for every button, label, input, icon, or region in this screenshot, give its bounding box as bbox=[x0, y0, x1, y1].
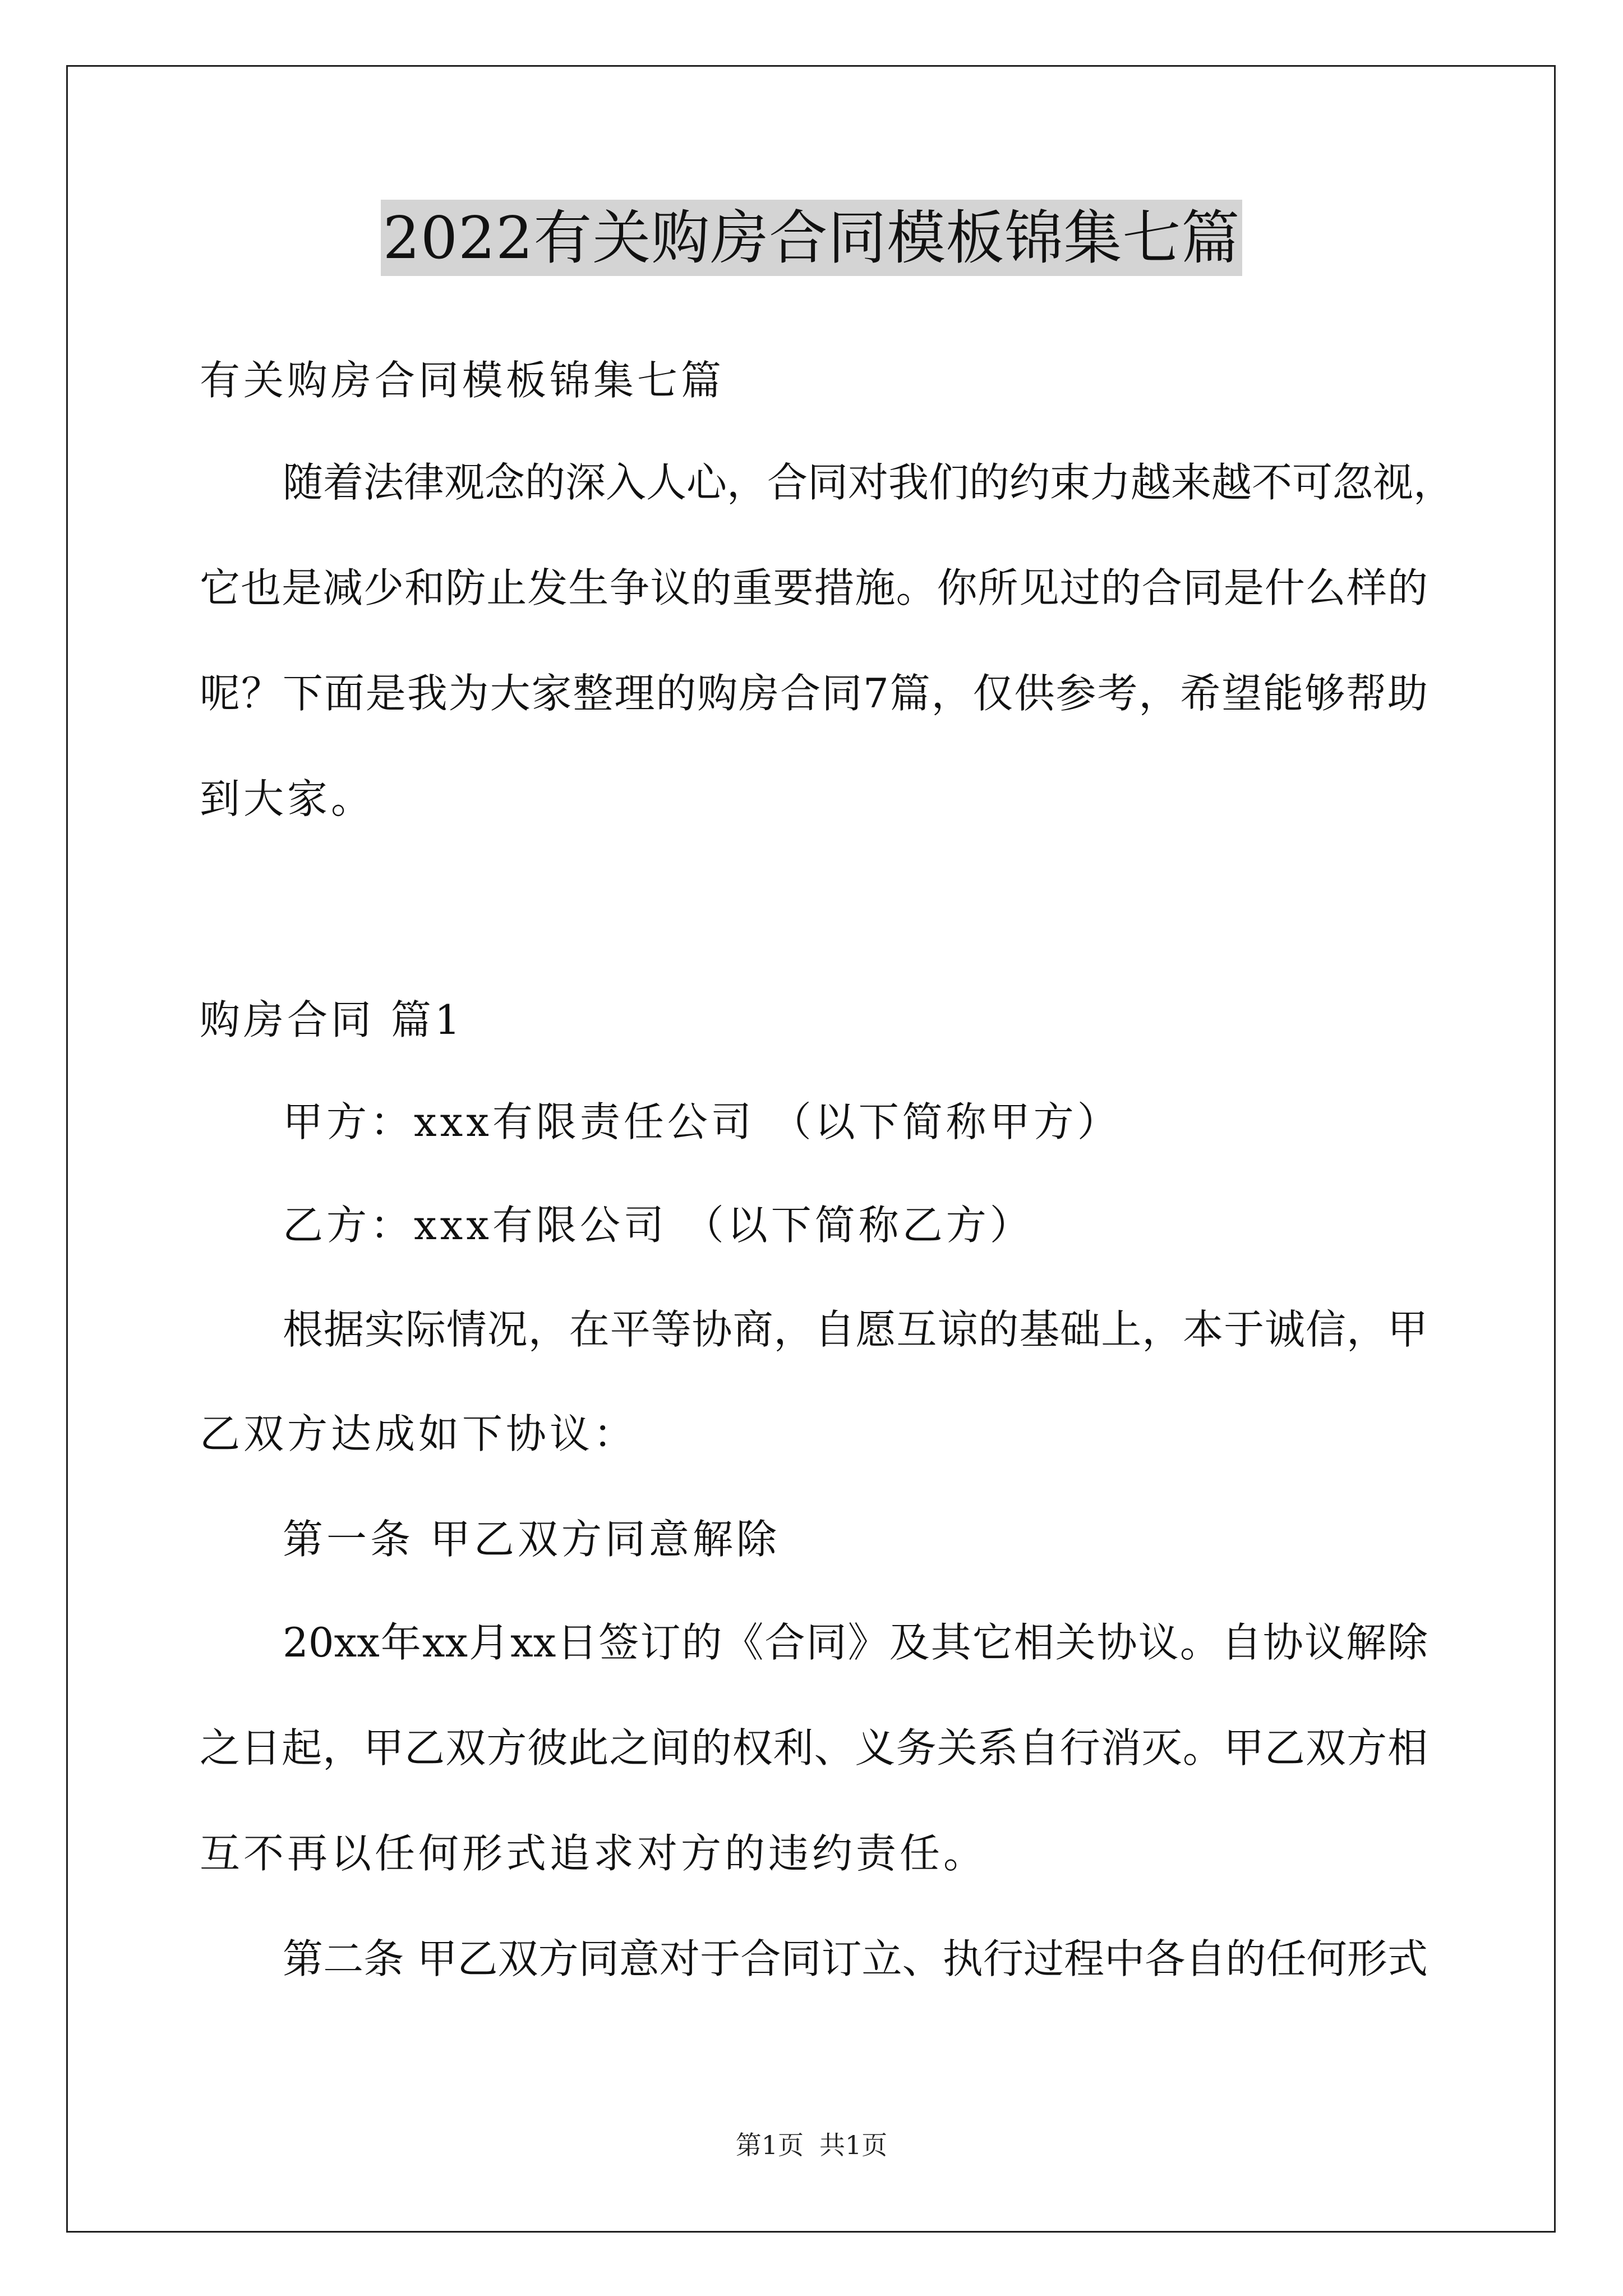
article2-line: 第二条 甲乙双方同意对于合同订立、执行过程中各自的任何形式 bbox=[283, 1935, 1428, 1982]
page-total: 共1页 bbox=[819, 2130, 888, 2160]
document-title: 2022有关购房合同模板锦集七篇 bbox=[381, 200, 1243, 276]
intro-line-2: 它也是减少和防止发生争议的重要措施。你所见过的合同是什么样的 bbox=[200, 564, 1428, 611]
intro-line-1: 随着法律观念的深入人心，合同对我们的约束力越来越不可忽视， bbox=[283, 459, 1454, 506]
article1-heading: 第一条 甲乙双方同意解除 bbox=[283, 1516, 780, 1563]
section-heading: 购房合同 篇1 bbox=[200, 996, 464, 1043]
page-number: 第1页 bbox=[735, 2130, 804, 2160]
article1-line-3: 互不再以任何形式追求对方的违约责任。 bbox=[200, 1830, 988, 1877]
intro-line-4: 到大家。 bbox=[200, 775, 375, 822]
party-a: 甲方：xxx有限责任公司 （以下简称甲方） bbox=[283, 1098, 1121, 1145]
intro-line-3: 呢？下面是我为大家整理的购房合同7篇，仅供参考，希望能够帮助 bbox=[200, 670, 1428, 717]
title-container bbox=[0, 200, 1623, 276]
page-footer bbox=[0, 2128, 1623, 2162]
article1-line-1: 20xx年xx月xx日签订的《合同》及其它相关协议。自协议解除 bbox=[283, 1619, 1428, 1666]
subtitle: 有关购房合同模板锦集七篇 bbox=[200, 357, 725, 404]
agreement-line-1: 根据实际情况，在平等协商，自愿互谅的基础上，本于诚信，甲 bbox=[283, 1306, 1428, 1353]
agreement-line-2: 乙双方达成如下协议： bbox=[200, 1410, 638, 1457]
article1-line-2: 之日起，甲乙双方彼此之间的权利、义务关系自行消灭。甲乙双方相 bbox=[200, 1724, 1428, 1772]
party-b: 乙方：xxx有限公司 （以下简称乙方） bbox=[283, 1202, 1034, 1249]
